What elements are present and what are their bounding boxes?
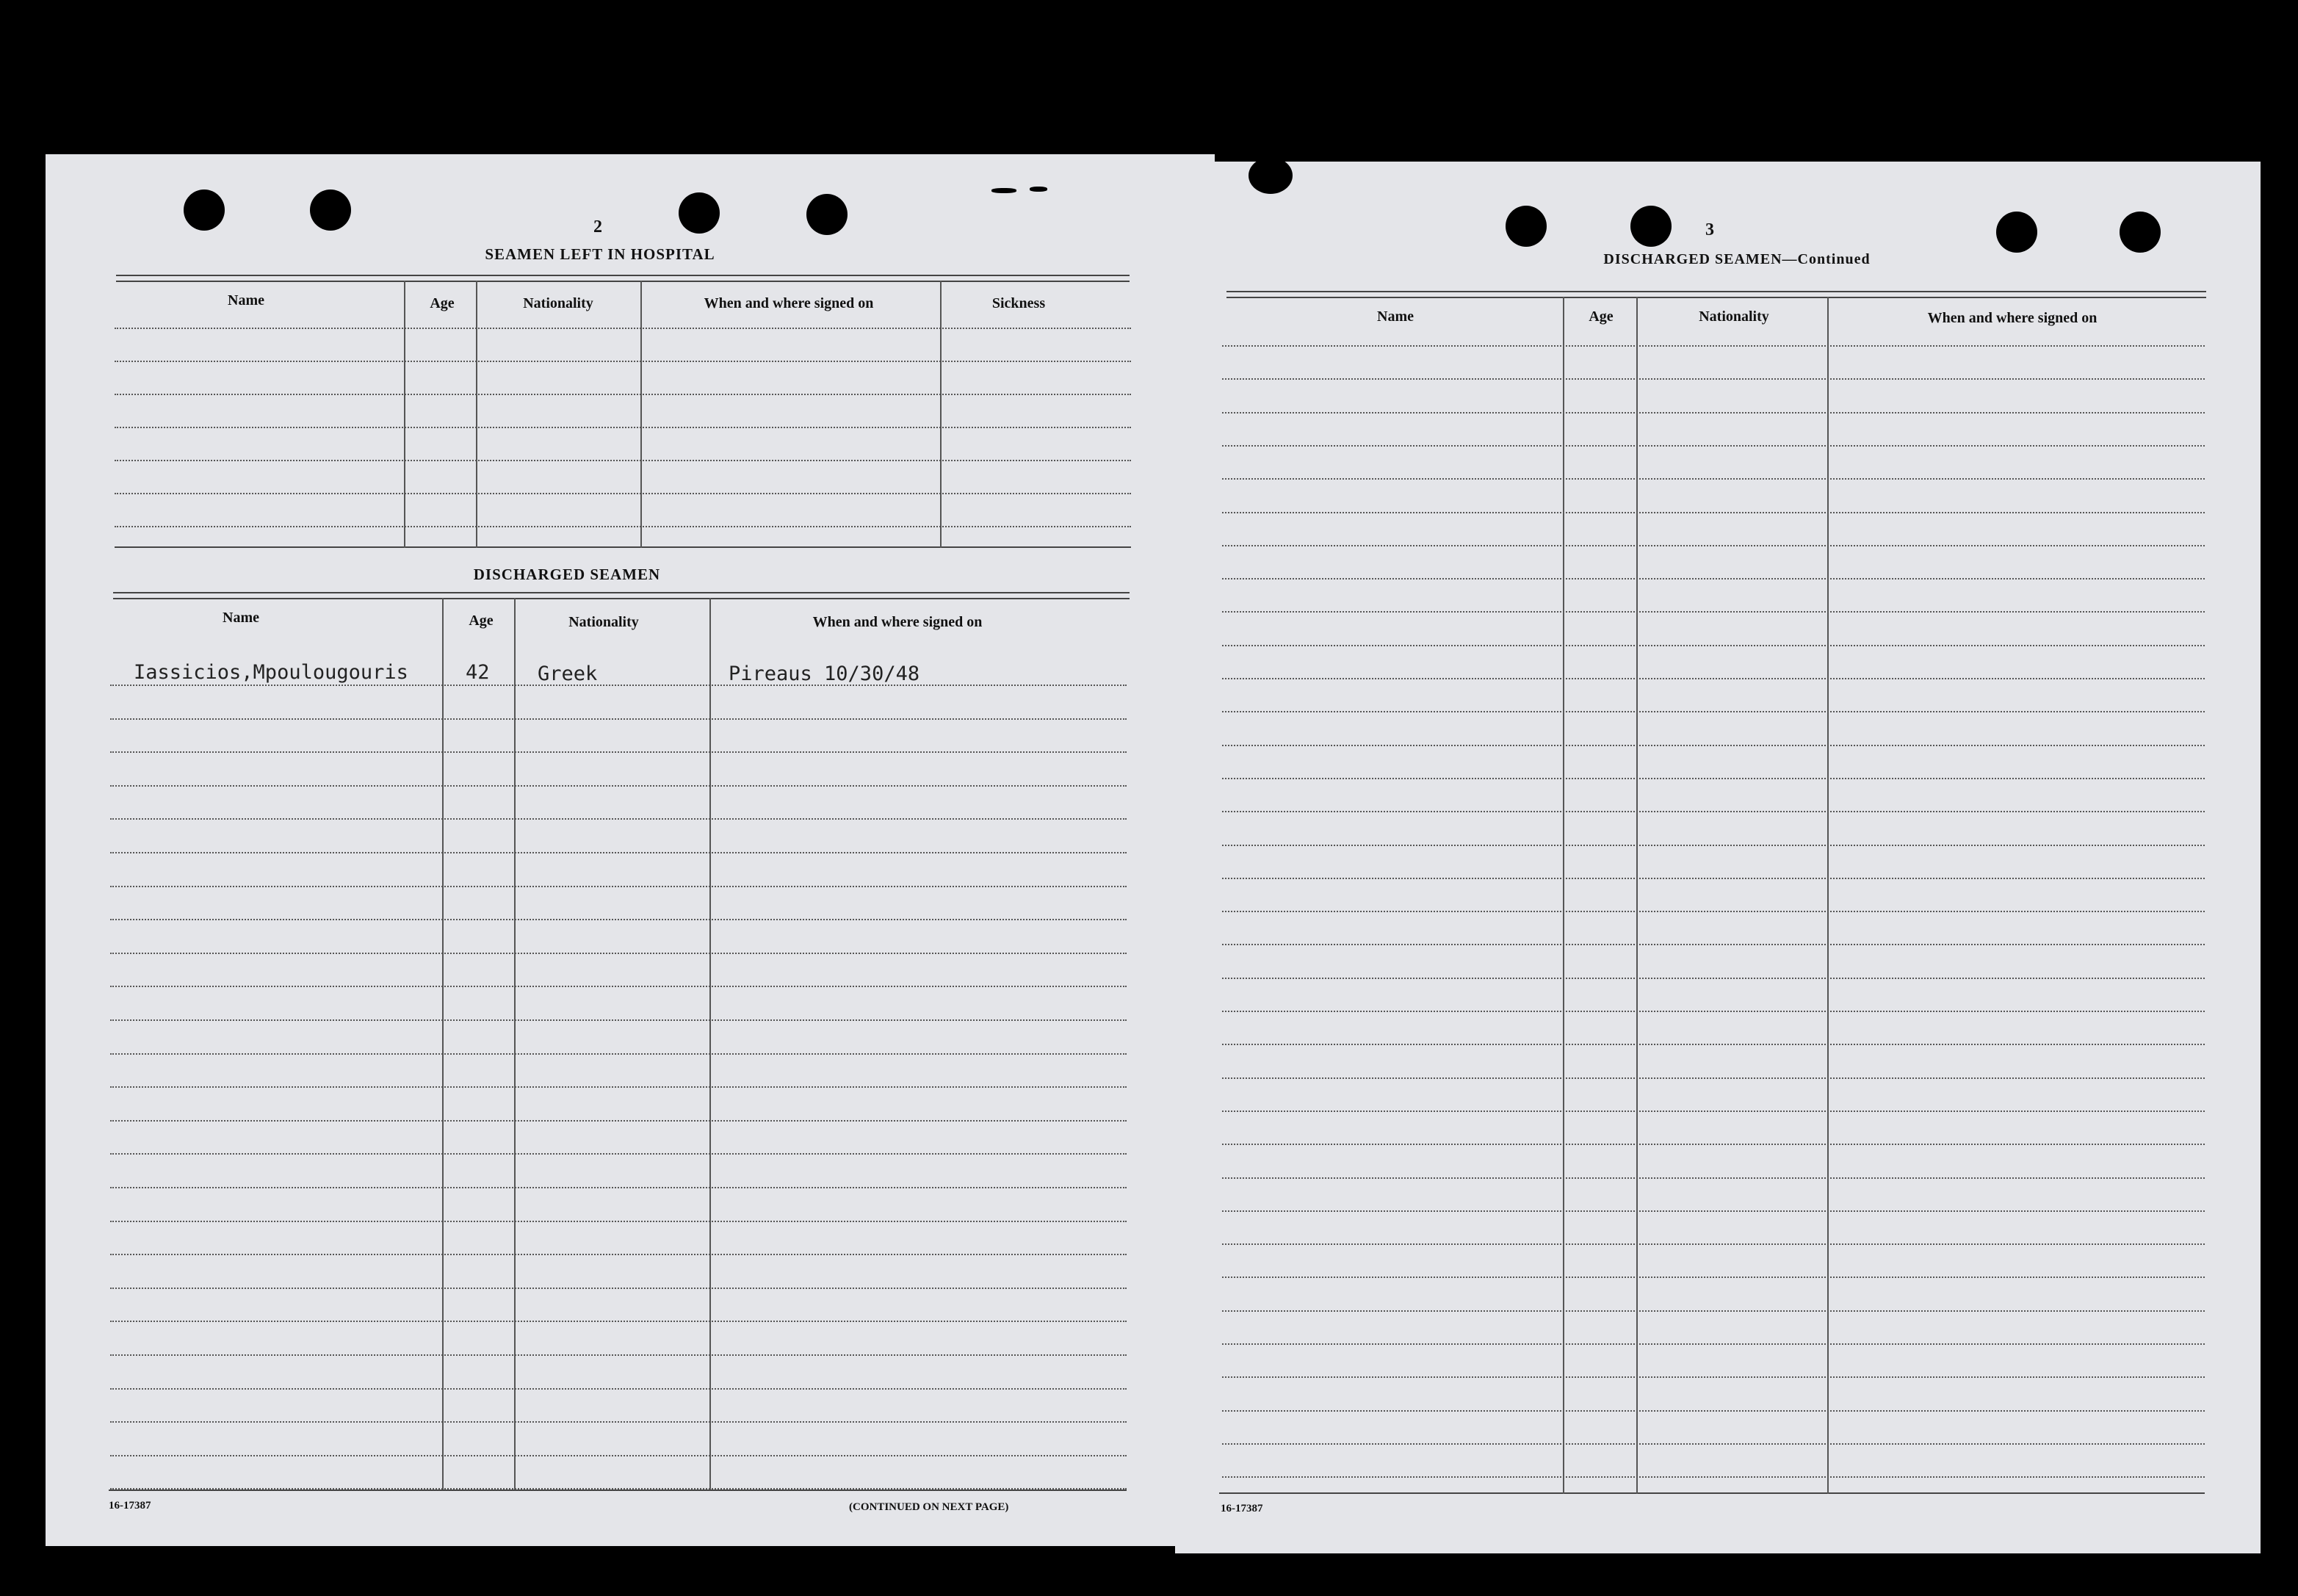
- row-rule: [1222, 911, 2205, 912]
- row-rule: [115, 493, 1131, 494]
- row-rule: [1222, 445, 2205, 447]
- seaman-signed-on: Pireaus 10/30/48: [729, 662, 920, 685]
- row-rule: [1222, 1011, 2205, 1012]
- rule: [113, 598, 1130, 599]
- row-rule: [1222, 378, 2205, 380]
- seaman-name: Iassicios,Mpoulougouris: [134, 661, 408, 684]
- column-header: When and where signed on: [704, 295, 874, 311]
- rule: [113, 592, 1130, 593]
- section-title: DISCHARGED SEAMEN—Continued: [1603, 251, 1871, 267]
- row-rule: [110, 1421, 1127, 1423]
- row-rule: [1222, 811, 2205, 812]
- punch-hole: [1630, 206, 1672, 247]
- row-rule: [1222, 678, 2205, 679]
- row-rule: [115, 328, 1131, 329]
- row-rule: [1222, 1410, 2205, 1412]
- speck: [991, 188, 1016, 193]
- row-rule: [1222, 1044, 2205, 1045]
- row-rule: [1222, 1210, 2205, 1212]
- punch-hole: [1506, 206, 1547, 247]
- continued-note: (CONTINUED ON NEXT PAGE): [849, 1501, 1009, 1513]
- form-number: 16-17387: [109, 1500, 151, 1512]
- column-header: Name: [228, 292, 264, 308]
- row-rule: [1222, 578, 2205, 579]
- row-rule: [1222, 1111, 2205, 1112]
- column-rule: [442, 598, 444, 1490]
- punch-hole: [310, 189, 351, 231]
- row-rule: [1222, 1144, 2205, 1145]
- row-rule: [1222, 1443, 2205, 1445]
- rule: [116, 275, 1130, 276]
- row-rule: [110, 1053, 1127, 1055]
- row-rule: [115, 427, 1131, 428]
- row-rule: [1222, 1343, 2205, 1345]
- column-rule: [640, 281, 642, 548]
- column-rule: [940, 281, 942, 548]
- row-rule: [1222, 778, 2205, 779]
- rule: [116, 281, 1130, 282]
- row-rule: [110, 1153, 1127, 1155]
- column-rule: [476, 281, 477, 548]
- row-rule: [1222, 645, 2205, 646]
- column-header: Age: [430, 295, 455, 311]
- row-rule: [1222, 1077, 2205, 1079]
- row-rule: [110, 1019, 1127, 1021]
- right-page: [1175, 162, 2261, 1553]
- rule: [1226, 297, 2206, 298]
- hospital-section-title: SEAMEN LEFT IN HOSPITAL: [485, 245, 715, 263]
- row-rule: [1222, 478, 2205, 480]
- row-rule: [1222, 944, 2205, 945]
- page-number: 2: [593, 217, 602, 236]
- column-header: Age: [469, 613, 494, 629]
- row-rule: [1222, 512, 2205, 513]
- row-rule: [115, 394, 1131, 395]
- row-rule: [110, 1221, 1127, 1222]
- punch-hole: [2120, 212, 2161, 253]
- page-number: 3: [1705, 220, 1714, 239]
- row-rule: [110, 1354, 1127, 1356]
- row-rule: [110, 1288, 1127, 1289]
- left-page: [46, 154, 1215, 1546]
- row-rule: [110, 852, 1127, 853]
- row-rule: [115, 460, 1131, 461]
- row-rule: [110, 1388, 1127, 1390]
- row-rule: [115, 526, 1131, 527]
- row-rule: [110, 1120, 1127, 1122]
- speck: [1030, 187, 1047, 192]
- seaman-nationality: Greek: [538, 662, 598, 685]
- row-rule: [110, 785, 1127, 787]
- row-rule: [110, 1455, 1127, 1456]
- row-rule: [1222, 345, 2205, 347]
- column-header: Age: [1589, 308, 1614, 325]
- punch-hole: [184, 189, 225, 231]
- row-rule: [1222, 845, 2205, 846]
- row-rule: [110, 953, 1127, 954]
- row-rule: [110, 818, 1127, 820]
- row-rule: [1222, 878, 2205, 879]
- row-rule: [1222, 1277, 2205, 1278]
- form-number: 16-17387: [1221, 1503, 1263, 1514]
- rule: [1219, 1492, 2205, 1494]
- column-header: Name: [1377, 308, 1414, 325]
- column-header: Nationality: [523, 295, 593, 311]
- row-rule: [110, 1086, 1127, 1088]
- speck: [422, 40, 435, 47]
- column-header: Nationality: [568, 614, 639, 630]
- row-rule: [1222, 711, 2205, 712]
- row-rule: [110, 986, 1127, 987]
- rule: [1226, 291, 2206, 292]
- row-rule: [110, 1321, 1127, 1322]
- punch-hole: [1996, 212, 2037, 253]
- column-rule: [709, 598, 711, 1490]
- speck: [397, 26, 413, 35]
- row-rule: [1222, 745, 2205, 746]
- column-rule: [404, 281, 405, 548]
- row-rule: [110, 919, 1127, 920]
- discharged-section-title: DISCHARGED SEAMEN: [473, 566, 661, 583]
- row-rule: [1222, 412, 2205, 414]
- column-header: When and where signed on: [812, 614, 983, 630]
- punch-hole: [679, 192, 720, 234]
- rule: [115, 546, 1131, 548]
- row-rule: [110, 886, 1127, 887]
- row-rule: [110, 1254, 1127, 1255]
- row-rule: [1222, 545, 2205, 546]
- row-rule: [115, 361, 1131, 362]
- row-rule: [1222, 1376, 2205, 1378]
- column-rule: [514, 598, 516, 1490]
- row-rule: [1222, 1476, 2205, 1478]
- row-rule: [110, 718, 1127, 720]
- column-header: Sickness: [991, 295, 1046, 311]
- paper-tear: [1249, 157, 1293, 194]
- row-rule: [1222, 1177, 2205, 1179]
- row-rule: [1222, 611, 2205, 613]
- column-rule: [1563, 297, 1564, 1494]
- column-rule: [1827, 297, 1829, 1494]
- seaman-age: 42: [466, 661, 490, 684]
- column-header: When and where signed on: [1927, 310, 2098, 326]
- row-rule: [110, 685, 1127, 686]
- column-header: Name: [223, 610, 259, 626]
- row-rule: [1222, 978, 2205, 979]
- row-rule: [1222, 1310, 2205, 1312]
- rule: [109, 1490, 1127, 1491]
- row-rule: [1222, 1243, 2205, 1245]
- punch-hole: [806, 194, 848, 235]
- row-rule: [110, 1187, 1127, 1188]
- column-rule: [1636, 297, 1638, 1494]
- column-header: Nationality: [1699, 308, 1769, 325]
- row-rule: [110, 751, 1127, 753]
